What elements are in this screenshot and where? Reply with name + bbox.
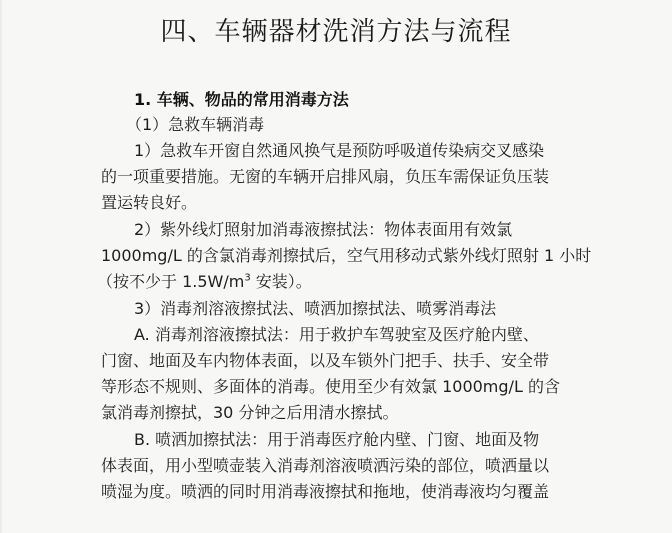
paragraph-line: 置运转良好。	[101, 193, 198, 212]
paragraph-line: 喷湿为度。喷洒的同时用消毒液擦拭和拖地，使消毒液均匀覆盖	[101, 482, 550, 501]
section-heading: 1. 车辆、物品的常用消毒方法	[134, 90, 349, 109]
page-edge-shadow	[0, 0, 3, 533]
paragraph-line: B. 喷洒加擦拭法：用于消毒医疗舱内壁、门窗、地面及物	[134, 430, 540, 449]
subheading-method: 3）消毒剂溶液擦拭法、喷洒加擦拭法、喷雾消毒法	[134, 299, 497, 318]
paragraph-line: 等形态不规则、多面体的消毒。使用至少有效氯 1000mg/L 的含	[101, 377, 560, 396]
paragraph-line: 门窗、地面及车内物体表面，以及车锁外门把手、扶手、安全带	[101, 351, 550, 370]
paragraph-text: 安装）。	[250, 272, 312, 291]
subsection-heading: （1）急救车辆消毒	[126, 115, 265, 134]
page-title: 四、车辆器材洗消方法与流程	[160, 17, 512, 47]
paragraph-line: 氯消毒剂擦拭，30 分钟之后用清水擦拭。	[101, 403, 399, 422]
paragraph-line: 体表面，用小型喷壶装入消毒剂溶液喷洒污染的部位，喷洒量以	[101, 456, 550, 475]
superscript: 3	[244, 272, 251, 284]
paragraph-text: （按不少于 1.5W/m	[97, 272, 245, 291]
paragraph-line: 2）紫外线灯照射加消毒液擦拭法：物体表面用有效氯	[134, 220, 513, 239]
paragraph-line: A. 消毒剂溶液擦拭法：用于救护车驾驶室及医疗舱内壁、	[134, 325, 539, 344]
paragraph-line: 1000mg/L 的含氯消毒剂擦拭后，空气用移动式紫外线灯照射 1 小时	[101, 246, 592, 265]
paragraph-line	[97, 270, 312, 294]
paragraph-line: 1）急救车开窗自然通风换气是预防呼吸道传染病交叉感染	[134, 141, 545, 160]
paragraph-line: 的一项重要措施。无窗的车辆开启排风扇，负压车需保证负压装	[101, 167, 550, 186]
